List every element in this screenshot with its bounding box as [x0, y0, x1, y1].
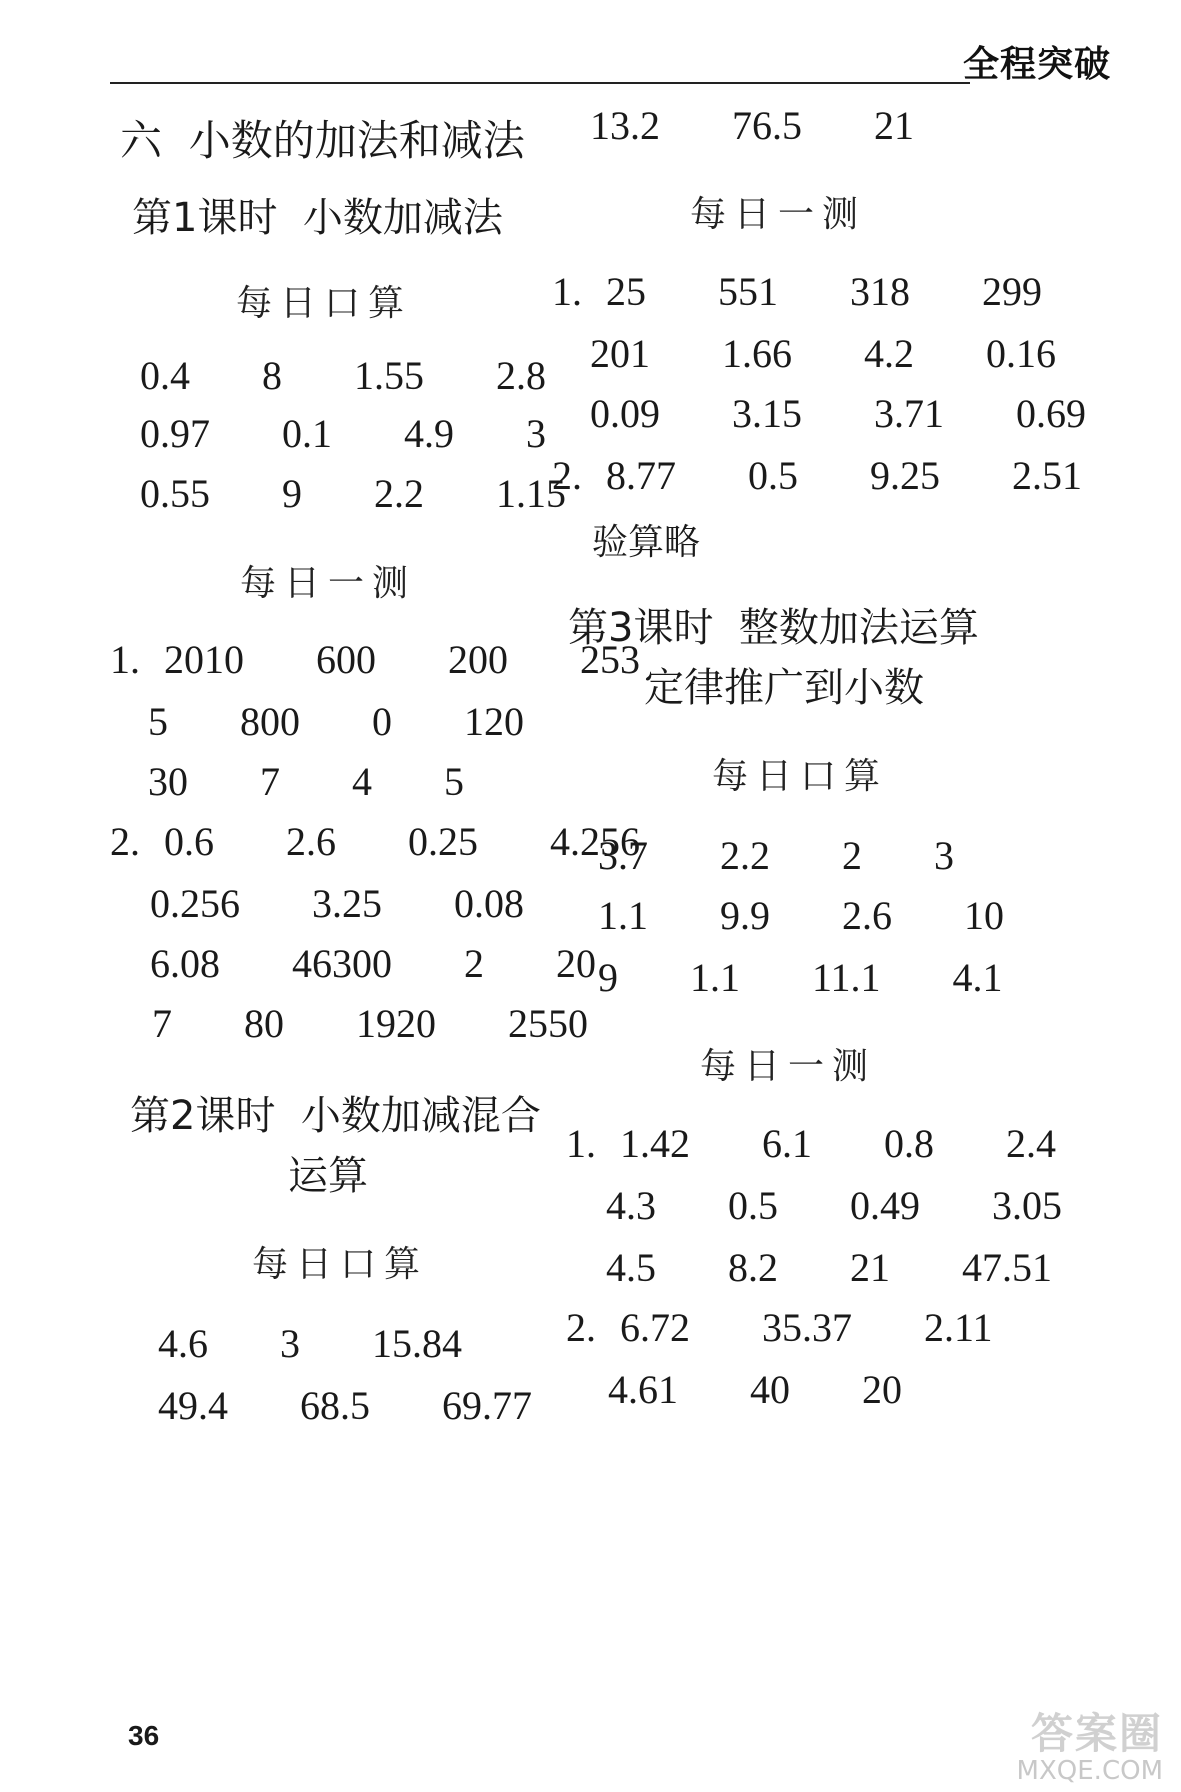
- note-text: 验算略: [592, 522, 701, 563]
- answer-row: 2. 6.72 35.37 2.11: [566, 1305, 993, 1350]
- page-number: 36: [128, 1720, 160, 1751]
- answer-row: 1. 25 551 318 299: [552, 269, 1042, 314]
- brand-title: 全程突破: [962, 44, 1111, 85]
- answer-row: 5 800 0 120: [148, 699, 524, 744]
- answer-row: 30 7 4 5: [148, 759, 464, 804]
- answer-row: 0.09 3.15 3.71 0.69: [590, 391, 1086, 436]
- answer-row: 4.61 40 20: [608, 1367, 902, 1412]
- answer-row: 49.4 68.5 69.77: [158, 1383, 532, 1428]
- chapter-title: 六 小数的加法和减法: [120, 116, 525, 165]
- lesson-title-cont: 运算: [288, 1153, 368, 1199]
- answer-row: 9 1.1 11.1 4.1: [598, 955, 1003, 1000]
- watermark-logo-text: 答案圈: [1030, 1709, 1163, 1759]
- answer-row: 1. 2010 600 200 253: [110, 637, 640, 682]
- answer-row: 13.2 76.5 21: [590, 103, 914, 148]
- answer-row: 1.1 9.9 2.6 10: [598, 893, 1004, 938]
- answer-row: 201 1.66 4.2 0.16: [590, 331, 1056, 376]
- answer-row: 0.4 8 1.55 2.8: [140, 353, 546, 398]
- watermark: [1017, 1711, 1163, 1786]
- header-rule: [110, 82, 970, 84]
- answer-row: 3.7 2.2 2 3: [598, 833, 954, 878]
- lesson-title: 第3课时 整数加法运算: [568, 605, 979, 651]
- section-heading: 每日口算: [236, 283, 413, 324]
- answer-row: 4.5 8.2 21 47.51: [606, 1245, 1052, 1290]
- answer-row: 4.3 0.5 0.49 3.05: [606, 1183, 1062, 1228]
- section-heading: 每日口算: [252, 1244, 429, 1285]
- answer-row: 0.97 0.1 4.9 3: [140, 411, 546, 456]
- answer-row: 4.6 3 15.84: [158, 1321, 462, 1366]
- section-heading: 每日一测: [240, 563, 417, 604]
- lesson-title: 第2课时 小数加减混合: [130, 1093, 541, 1139]
- lesson-title: 第1课时 小数加减法: [132, 195, 503, 241]
- answer-row: 2. 0.6 2.6 0.25 4.256: [110, 819, 640, 864]
- answer-row: 7 80 1920 2550: [152, 1001, 588, 1046]
- watermark-url: MXQE.COM: [1016, 1756, 1163, 1787]
- answer-row: 1. 1.42 6.1 0.8 2.4: [566, 1121, 1056, 1166]
- answer-row: 2. 8.77 0.5 9.25 2.51: [552, 453, 1082, 498]
- answer-row: 0.55 9 2.2 1.15: [140, 471, 566, 516]
- section-heading: 每日口算: [712, 756, 889, 797]
- lesson-title-cont: 定律推广到小数: [644, 665, 924, 711]
- section-heading: 每日一测: [690, 194, 867, 235]
- section-heading: 每日一测: [700, 1046, 877, 1087]
- answer-row: 6.08 46300 2 20: [150, 941, 596, 986]
- answer-row: 0.256 3.25 0.08: [150, 881, 524, 926]
